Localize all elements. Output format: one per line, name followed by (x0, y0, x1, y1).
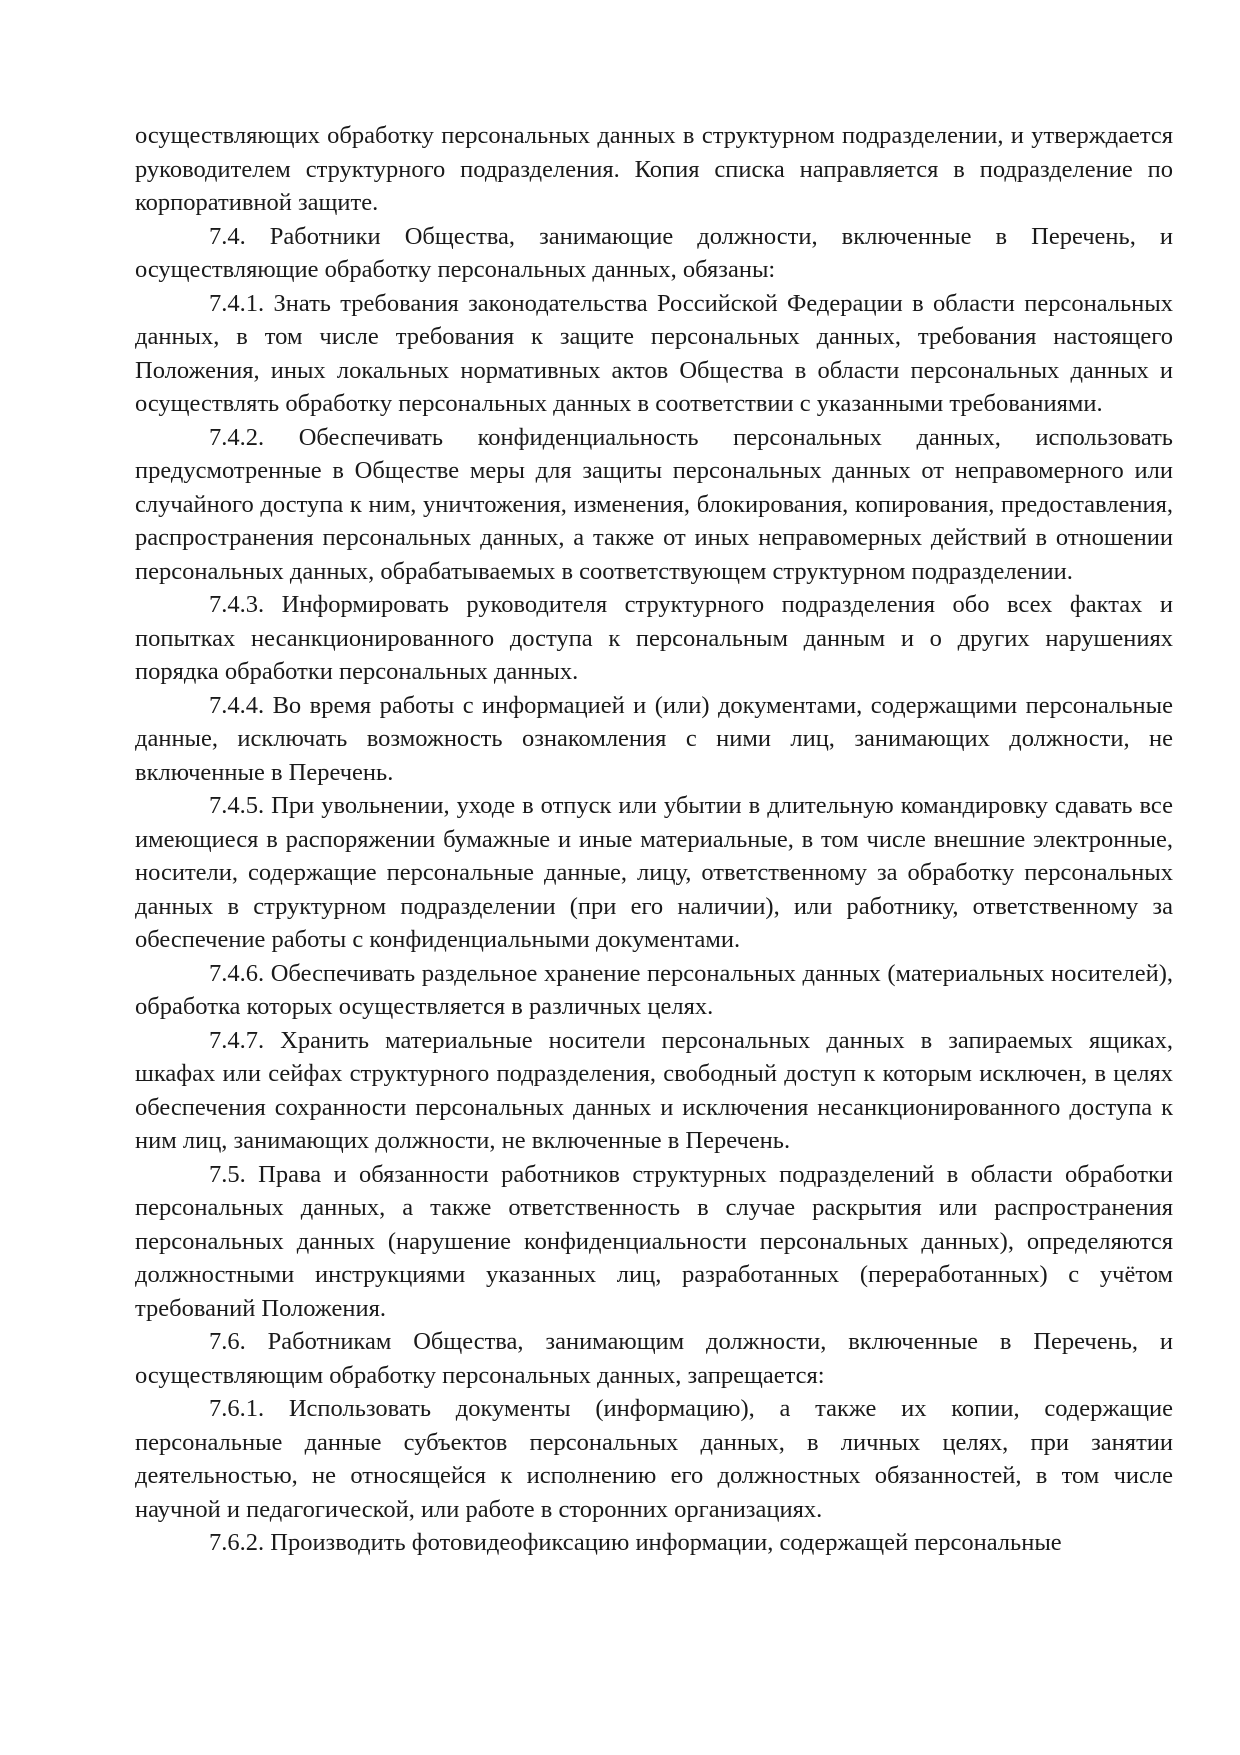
clause-7-6-1: 7.6.1. Использовать документы (информацию), а также их копии, содержащие персональные данные субъектов персональных данных, в личных целях, при занятии деятельностью, не относящейся к исполнению его должностных обязанностей, в том числе научной и педагогической, или работе в сторонних организациях. (135, 1395, 1173, 1523)
clause-7-4-1: 7.4.1. Знать требования законодательства Российской Федерации в области персональных данных, в том числе требования к защите персональных данных, требования настоящего Положения, иных локальных нормативных актов Общества в области персональных данных и осуществлять обработку персональных данных в соответствии с указанными требованиями. (135, 289, 1173, 417)
clause-7-4-4: 7.4.4. Во время работы с информацией и (или) документами, содержащими персональные данные, исключать возможность ознакомления с ними лиц, занимающих должности, не включенные в Перечень. (135, 691, 1173, 786)
clause-7-4-6: 7.4.6. Обеспечивать раздельное хранение персональных данных (материальных носителей), обработка которых осуществляется в различных целях. (135, 959, 1173, 1020)
clause-7-4: 7.4. Работники Общества, занимающие должности, включенные в Перечень, и осуществляющие обработку персональных данных, обязаны: (135, 222, 1173, 283)
clause-7-4-3: 7.4.3. Информировать руководителя структурного подразделения обо всех фактах и попытках несанкционированного доступа к персональным данным и о других нарушениях порядка обработки персональных данных. (135, 591, 1173, 685)
clause-7-4-7: 7.4.7. Хранить материальные носители персональных данных в запираемых ящиках, шкафах или сейфах структурного подразделения, свободный доступ к которым исключен, в целях обеспечения сохранности персональных данных и исключения несанкционированного доступа к ним лиц, занимающих должности, не включенные в Перечень. (135, 1026, 1173, 1154)
clause-7-4-5: 7.4.5. При увольнении, уходе в отпуск или убытии в длительную командировку сдавать все имеющиеся в распоряжении бумажные и иные материальные, в том числе внешние электронные, носители, содержащие персональные данные, лицу, ответственному за обработку персональных данных в структурном подразделении (при его наличии), или работнику, ответственному за обеспечение работы с конфиденциальными документами. (135, 792, 1173, 953)
clause-7-5: 7.5. Права и обязанности работников структурных подразделений в области обработки персональных данных, а также ответственность в случае раскрытия или распространения персональных данных (нарушение конфиденциальности персональных данных), определяются должностными инструкциями указанных лиц, разработанных (переработанных) с учётом требований Положения. (135, 1160, 1173, 1322)
document-body (135, 119, 1173, 1560)
clause-7-4-2: 7.4.2. Обеспечивать конфиденциальность персональных данных, использовать предусмотренные в Обществе меры для защиты персональных данных от неправомерного или случайного доступа к ним, уничтожения, изменения, блокирования, копирования, предоставления, распространения персональных данных, а также от иных неправомерных действий в отношении персональных данных, обрабатываемых в соответствующем структурном подразделении. (135, 423, 1173, 585)
paragraph-continuation: осуществляющих обработку персональных данных в структурном подразделении, и утверждается руководителем структурного подразделения. Копия списка направляется в подразделение по корпоративной защите. (135, 122, 1173, 216)
clause-7-6-2: 7.6.2. Производить фотовидеофиксацию информации, содержащей персональные (209, 1529, 1062, 1556)
clause-7-6: 7.6. Работникам Общества, занимающим должности, включенные в Перечень, и осуществляющим обработку персональных данных, запрещается: (135, 1328, 1173, 1389)
